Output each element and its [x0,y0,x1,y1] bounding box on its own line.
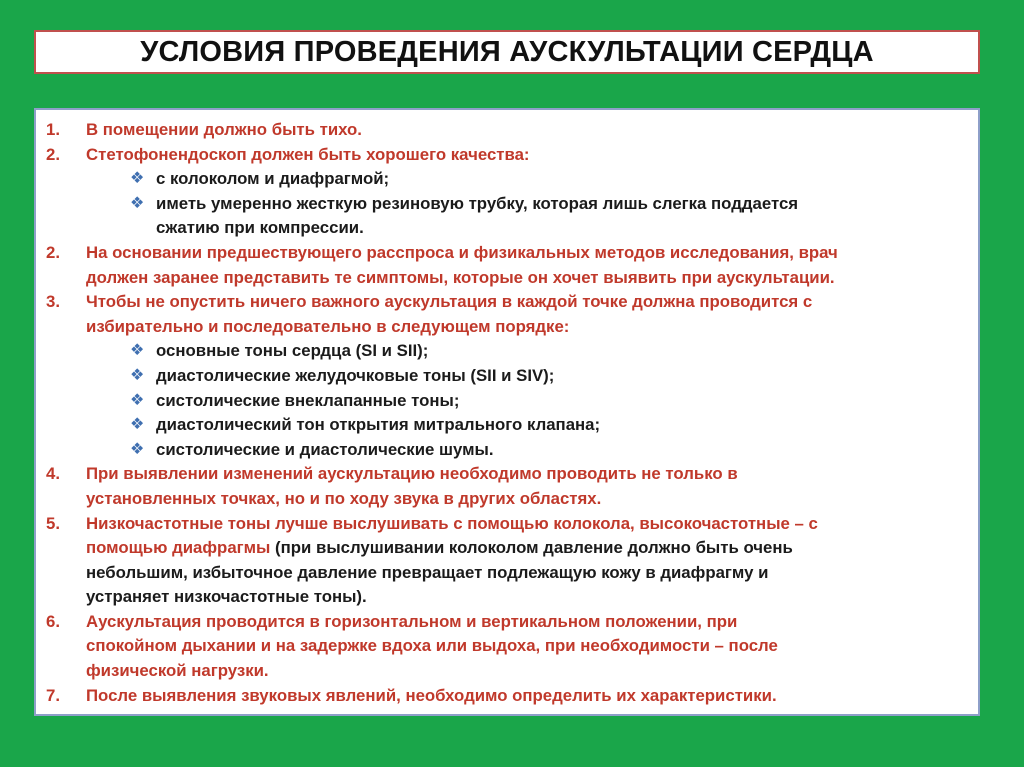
list-item-continuation [46,561,964,586]
diamond-bullet-icon: ❖ [130,342,145,360]
sub-item-text: систолические внеклапанные тоны; [156,390,460,410]
list-item-7 [46,684,964,709]
item-text: После выявления звуковых явлений, необходимо определить их характеристики. [86,685,777,705]
sub-item [46,339,964,364]
list-item-2 [46,143,964,168]
list-item-4 [46,462,964,487]
list-item-continuation [46,487,964,512]
item-number: 3. [46,292,60,312]
item-text: На основании предшествующего расспроса и физикальных методов исследования, врач [86,242,838,262]
list-item-continuation [46,536,964,561]
diamond-bullet-icon: ❖ [130,194,145,212]
list-item-continuation [46,659,964,684]
diamond-bullet-icon: ❖ [130,391,145,409]
item-text: В помещении должно быть тихо. [86,120,362,139]
item-text: Чтобы не опустить ничего важного аускультация в каждой точке должна проводится с [86,292,813,312]
diamond-bullet-icon: ❖ [130,416,145,434]
item-number: 2. [46,242,60,262]
item-text: Низкочастотные тоны лучше выслушивать с помощью колокола, высокочастотные – с [86,513,818,533]
list-item-6 [46,610,964,635]
item-text: небольшим, избыточное давление превращает подлежащую кожу в диафрагму и [86,562,769,582]
page-title: УСЛОВИЯ ПРОВЕДЕНИЯ АУСКУЛЬТАЦИИ СЕРДЦА [140,35,874,68]
list-item-continuation [46,634,964,659]
item-text: спокойном дыхании и на задержке вдоха или выдоха, при необходимости – после [86,636,778,656]
list-item-5 [46,512,964,537]
item-text-black: (при выслушивании колоколом давление должно быть очень [270,538,793,558]
content-box [34,108,980,716]
list-item-1 [46,118,964,143]
diamond-bullet-icon: ❖ [130,366,145,384]
diamond-bullet-icon: ❖ [130,170,145,188]
sub-item [46,438,964,463]
item-text: При выявлении изменений аускультацию необходимо проводить не только в [86,464,738,484]
item-text: избирательно и последовательно в следующем порядке: [86,316,570,336]
list-item-2b [46,241,964,266]
item-text: Аускультация проводится в горизонтальном и вертикальном положении, при [86,611,738,631]
list-item-continuation [46,266,964,291]
item-text: Стетофонендоскоп должен быть хорошего качества: [86,144,530,164]
item-number: 1. [46,120,60,139]
sub-item [46,364,964,389]
item-text: установленных точках, но и по ходу звука в других областях. [86,488,602,508]
title-box [34,30,980,74]
diamond-bullet-icon: ❖ [130,440,145,458]
item-number: 4. [46,464,60,484]
sub-item [46,413,964,438]
sub-item-text: сжатию при компрессии. [156,218,364,238]
list-item-3 [46,290,964,315]
item-text-mixed [46,536,964,561]
item-number: 2. [46,144,60,164]
item-text-red: помощью диафрагмы [86,538,271,558]
list-item-continuation [46,315,964,340]
sub-item [46,389,964,414]
sub-item-text: диастолические желудочковые тоны (SII и SIV); [156,365,555,385]
sub-item-text: с колоколом и диафрагмой; [156,169,390,189]
sub-item-text: основные тоны сердца (SI и SII); [156,341,429,361]
sub-item-text: систолические и диастолические шумы. [156,439,494,459]
item-text: должен заранее представить те симптомы, которые он хочет выявить при аускультации. [86,267,835,287]
sub-item [46,192,964,217]
list-item-continuation [46,585,964,610]
item-number: 5. [46,513,60,533]
item-text: физической нагрузки. [86,661,269,681]
sub-item [46,167,964,192]
item-text: устраняет низкочастотные тоны). [86,587,367,607]
item-number: 7. [46,685,60,705]
item-number: 6. [46,611,60,631]
sub-item-text: иметь умеренно жесткую резиновую трубку, которая лишь слегка поддается [156,193,799,213]
sub-item-text: диастолический тон открытия митрального клапана; [156,415,601,435]
sub-item-continuation [46,216,964,241]
